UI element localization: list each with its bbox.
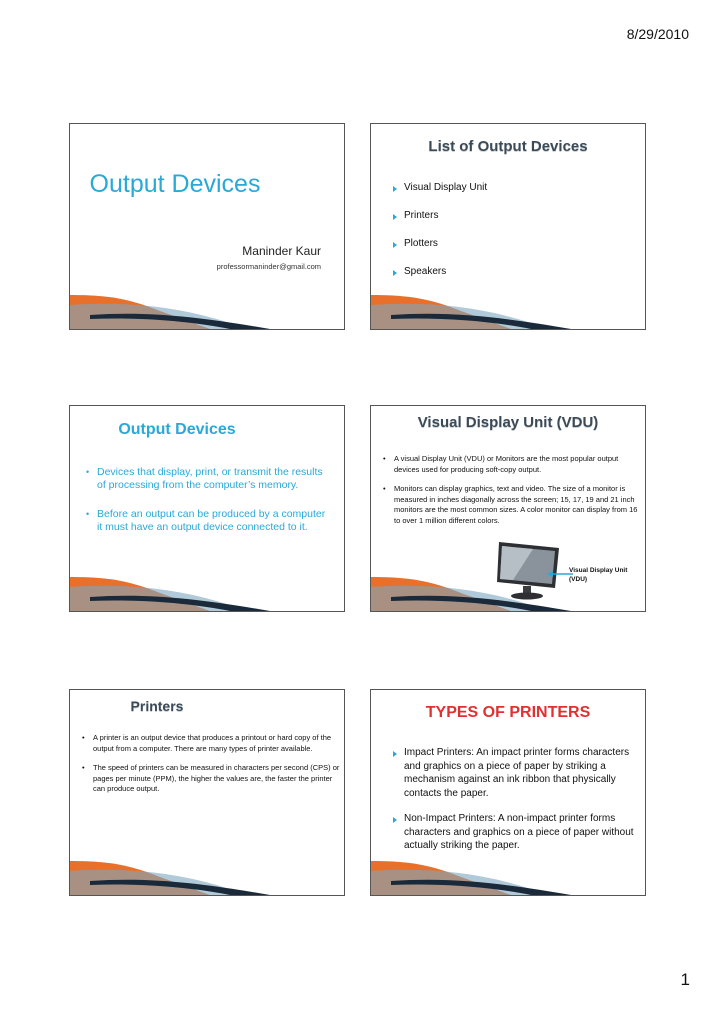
list-item: • A visual Display Unit (VDU) or Monitors are the most popular output devices used for producing soft-copy output.: [383, 454, 641, 475]
non-impact-printers-text: A non-impact printer forms characters and graphics on a piece of paper without actually striking the paper.: [404, 813, 634, 851]
printer-description-list: [82, 733, 340, 804]
slide-2: [370, 123, 646, 330]
slide-5-title: Printers: [130, 698, 184, 714]
non-impact-printers-term: Non-Impact Printers:: [404, 813, 496, 824]
slide-2-title: List of Output Devices: [428, 138, 588, 155]
vdu-description-list: [383, 454, 641, 535]
slide-swoosh-decoration: [70, 575, 345, 611]
slide-4-title: Visual Display Unit (VDU): [417, 414, 599, 431]
list-item: [391, 812, 636, 853]
list-item: Speakers: [391, 266, 487, 277]
list-item: Visual Display Unit: [391, 182, 487, 193]
slide-1: [69, 123, 345, 330]
printer-types-list: [391, 746, 636, 865]
slide-6-title: TYPES OF PRINTERS: [425, 704, 591, 721]
list-item: • The speed of printers can be measured in characters per second (CPS) or pages per minute (PPM), the higher the values are, the faster the printer can produce output.: [82, 763, 340, 795]
author-email: professormaninder@gmail.com: [216, 262, 321, 271]
output-device-list: [391, 182, 487, 294]
slide-1-title: Output Devices: [89, 170, 261, 198]
slide-3-title: Output Devices: [118, 421, 236, 438]
page-number: 1: [680, 970, 690, 989]
header-date: 8/29/2010: [626, 26, 689, 42]
list-item: • A printer is an output device that produces a printout or hard copy of the output from a computer. There are many types of printer available.: [82, 733, 340, 754]
slide-swoosh-decoration: [371, 859, 646, 895]
author-name: Maninder Kaur: [242, 244, 321, 258]
slide-3: [69, 405, 345, 612]
slide-swoosh-decoration: [371, 575, 646, 611]
vdu-image-caption: Visual Display Unit (VDU): [569, 567, 628, 583]
slide-swoosh-decoration: [371, 293, 646, 329]
list-item: • Devices that display, print, or transmit the results of processing from the computer’s memory.: [86, 466, 331, 492]
list-item: • Monitors can display graphics, text and video. The size of a monitor is measured in inches diagonally across the screen; 15, 17, 19 and 21 inch monitors are the most common sizes. A color monitor can display from 16 to over 1 million different colors.: [383, 484, 641, 526]
list-item: [391, 746, 636, 800]
list-item: Printers: [391, 210, 487, 221]
slide-6: [370, 689, 646, 896]
slide-5: [69, 689, 345, 896]
list-item: Plotters: [391, 238, 487, 249]
impact-printers-text: An impact printer forms characters and graphics on a piece of paper by striking a mechanism against an ink ribbon that physically contacts the paper.: [404, 747, 630, 799]
impact-printers-term: Impact Printers:: [404, 747, 475, 758]
slide-4: [370, 405, 646, 612]
definition-list: [86, 466, 331, 550]
slide-swoosh-decoration: [70, 859, 345, 895]
list-item: • Before an output can be produced by a computer it must have an output device connected to it.: [86, 508, 331, 534]
slide-swoosh-decoration: [70, 293, 345, 329]
